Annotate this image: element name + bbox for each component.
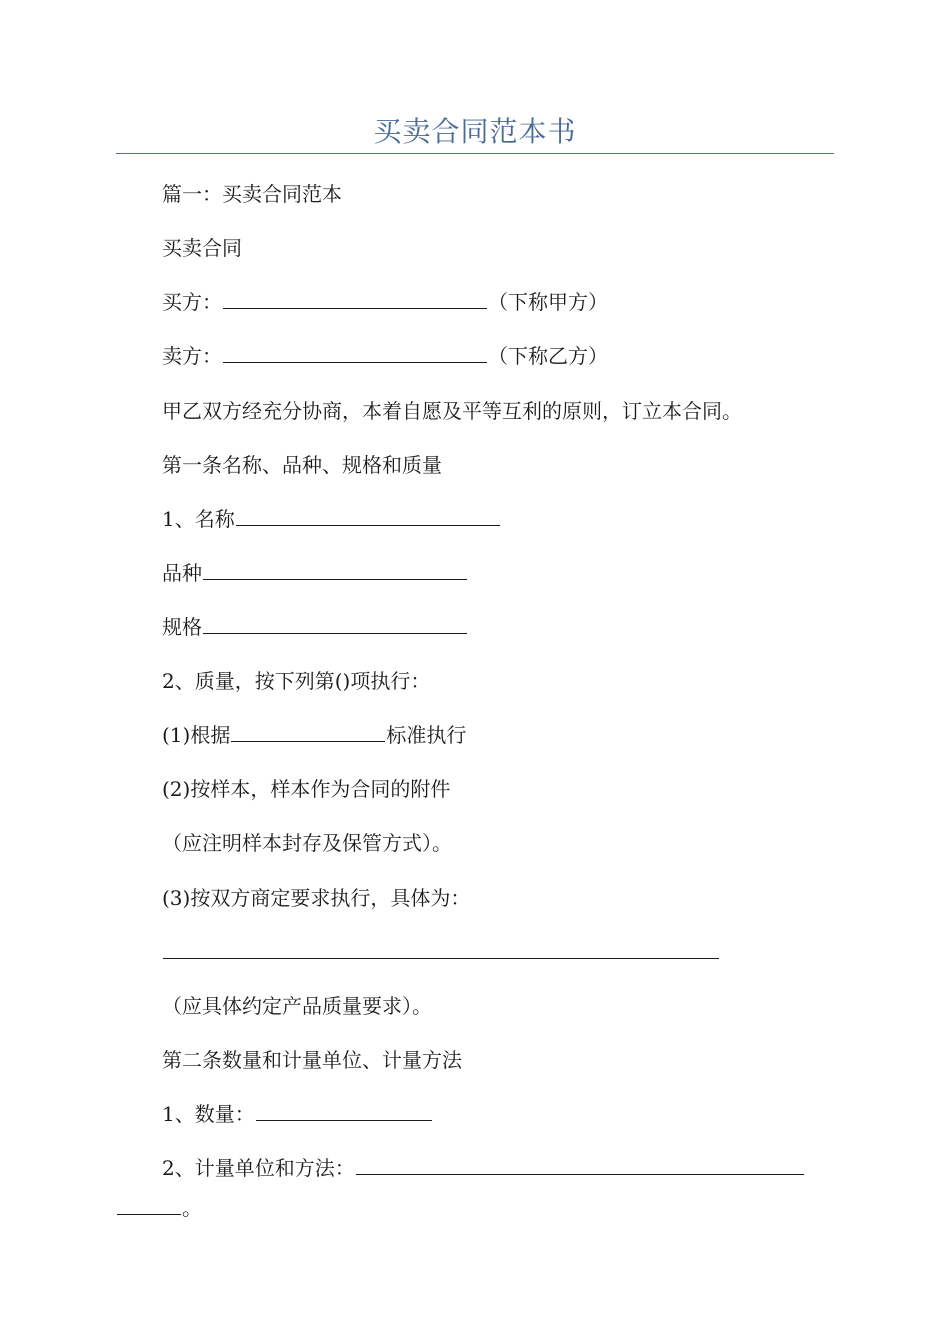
sample-note: （应注明样本封存及保管方式）。	[162, 831, 452, 855]
unit-method-blank	[356, 1154, 804, 1175]
quality-option-1	[162, 721, 466, 749]
standard-blank	[231, 721, 385, 742]
requirement-line	[162, 938, 720, 966]
name-label: 1、名称	[162, 507, 235, 531]
preamble: 甲乙双方经充分协商，本着自愿及平等互利的原则，订立本合同。	[162, 399, 742, 423]
seller-blank	[223, 342, 487, 363]
article-1-heading: 第一条名称、品种、规格和质量	[162, 453, 442, 477]
spec-line	[162, 613, 468, 641]
document-title: 买卖合同范本书	[373, 115, 577, 148]
variety-blank	[203, 559, 467, 580]
quantity-label: 1、数量：	[162, 1102, 255, 1126]
quality-option-2: (2)按样本，样本作为合同的附件	[162, 777, 451, 801]
buyer-label: 买方：	[162, 290, 222, 314]
buyer-alias: （下称甲方）	[488, 290, 608, 314]
requirement-blank	[163, 938, 719, 959]
contract-heading: 买卖合同	[162, 236, 242, 260]
option-1-suffix: 标准执行	[386, 723, 467, 747]
variety-label: 品种	[162, 561, 202, 585]
quality-note: （应具体约定产品质量要求）。	[162, 994, 432, 1018]
buyer-line	[162, 288, 608, 316]
quantity-line	[162, 1100, 433, 1128]
seller-alias: （下称乙方）	[488, 344, 608, 368]
variety-line	[162, 559, 468, 587]
seller-line	[162, 342, 608, 370]
quality-clause: 2、质量，按下列第()项执行：	[162, 669, 431, 693]
quality-option-3: (3)按双方商定要求执行，具体为：	[162, 886, 471, 910]
buyer-blank	[223, 288, 487, 309]
unit-method-line	[162, 1154, 805, 1182]
unit-method-continuation	[116, 1194, 202, 1222]
section-heading-1: 篇一：买卖合同范本	[162, 182, 342, 206]
option-1-label: (1)根据	[162, 723, 231, 747]
unit-method-blank-cont	[117, 1194, 181, 1215]
spec-blank	[203, 613, 467, 634]
unit-method-end: 。	[182, 1196, 202, 1220]
spec-label: 规格	[162, 615, 202, 639]
name-line	[162, 505, 501, 533]
name-blank	[236, 505, 500, 526]
article-2-heading: 第二条数量和计量单位、计量方法	[162, 1048, 462, 1072]
seller-label: 卖方：	[162, 344, 222, 368]
title-divider	[116, 153, 834, 154]
quantity-blank	[256, 1100, 432, 1121]
unit-method-label: 2、计量单位和方法：	[162, 1156, 355, 1180]
